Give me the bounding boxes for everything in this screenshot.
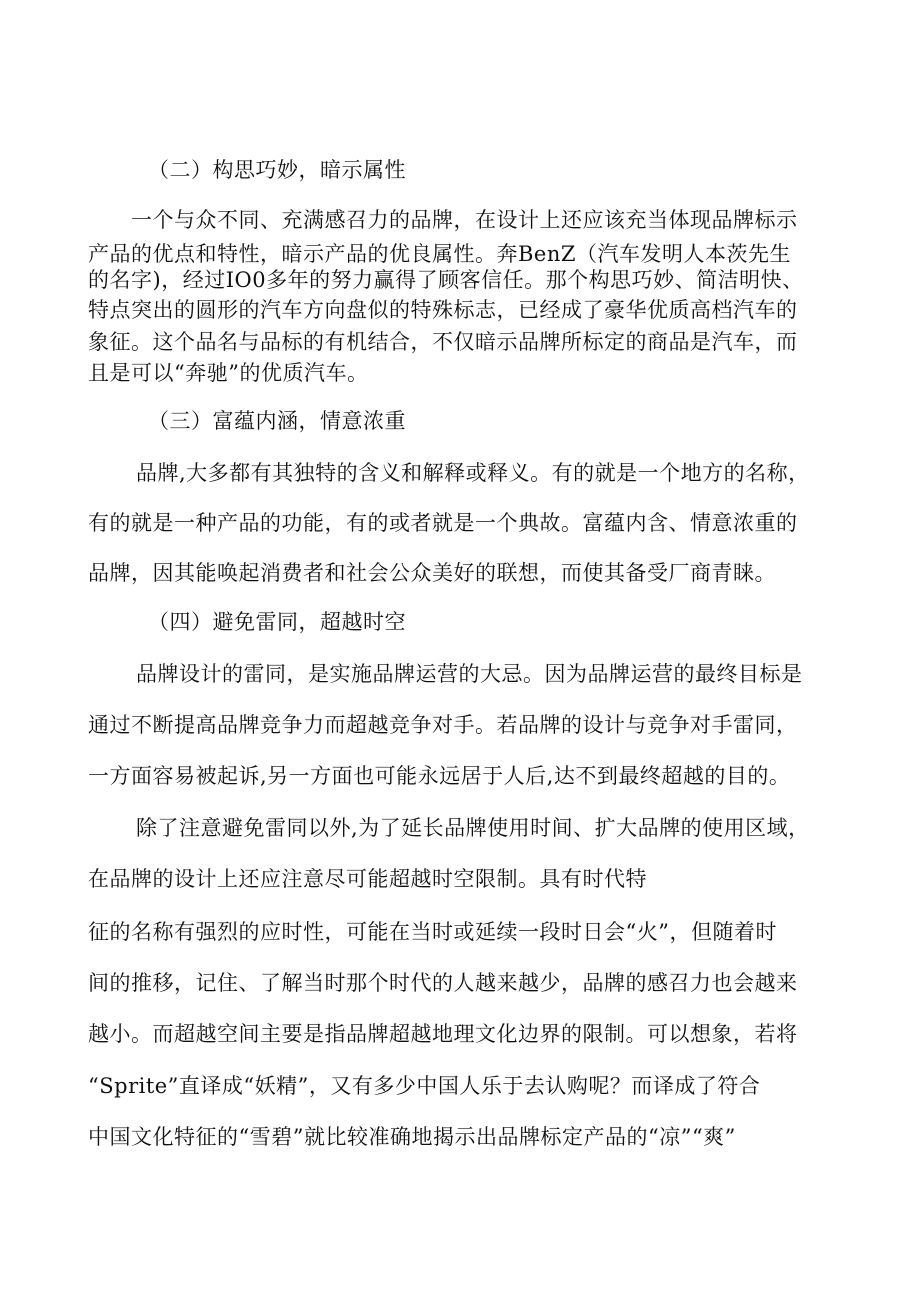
paragraph-line: 除了注意避免雷同以外,为了延长品牌使用时间、扩大品牌的使用区域， [136, 816, 810, 840]
paragraph-line: 的名字)，经过IO0多年的努力赢得了顾客信任。那个构思巧妙、简洁明快、 [88, 268, 804, 292]
paragraph-line: 征的名称有强烈的应时性，可能在当时或延续一段时日会“火”，但随着时 [88, 920, 777, 944]
paragraph-line: 且是可以“奔驰”的优质汽车。 [88, 361, 369, 385]
paragraph-line: 间的推移，记住、了解当时那个时代的人越来越少，品牌的感召力也会越来 [88, 971, 798, 995]
section-heading-3: （三）富蕴内涵，情意浓重 [148, 409, 406, 433]
paragraph-line: 产品的优点和特性，暗示产品的优良属性。奔BenZ（汽车发明人本茨先生 [88, 242, 791, 266]
paragraph-line: 一个与众不同、充满感召力的品牌，在设计上还应该充当体现品牌标示 [131, 208, 798, 232]
paragraph-line: 有的就是一种产品的功能，有的或者就是一个典故。富蕴内含、情意浓重的 [88, 511, 798, 535]
paragraph-line: 一方面容易被起诉,另一方面也可能永远居于人后,达不到最终超越的目的。 [88, 764, 791, 788]
paragraph-line: “Sprite”直译成“妖精”，又有多少中国人乐于去认购呢？而译成了符合 [88, 1074, 761, 1098]
paragraph-line: 在品牌的设计上还应注意尽可能超越时空限制。具有时代特 [88, 867, 647, 891]
paragraph-line: 越小。而超越空间主要是指品牌超越地理文化边界的限制。可以想象，若将 [88, 1022, 798, 1046]
paragraph-line: 品牌设计的雷同，是实施品牌运营的大忌。因为品牌运营的最终目标是 [136, 662, 803, 686]
paragraph-line: 通过不断提高品牌竞争力而超越竞争对手。若品牌的设计与竞争对手雷同， [88, 713, 798, 737]
paragraph-line: 特点突出的圆形的汽车方向盘似的特殊标志，已经成了豪华优质高档汽车的 [88, 298, 798, 322]
paragraph-line: 象征。这个品名与品标的有机结合，不仅暗示品牌所标定的商品是汽车，而 [88, 330, 798, 354]
paragraph-line: 品牌，因其能唤起消费者和社会公众美好的联想，而使其备受厂商青睐。 [88, 561, 776, 585]
section-heading-2: （二）构思巧妙，暗示属性 [148, 158, 406, 182]
paragraph-line: 中国文化特征的“雪碧”就比较准确地揭示出品牌标定产品的“凉”“爽” [88, 1125, 736, 1149]
paragraph-line: 品牌,大多都有其独特的含义和解释或释义。有的就是一个地方的名称， [136, 461, 810, 485]
section-heading-4: （四）避免雷同，超越时空 [148, 610, 406, 634]
